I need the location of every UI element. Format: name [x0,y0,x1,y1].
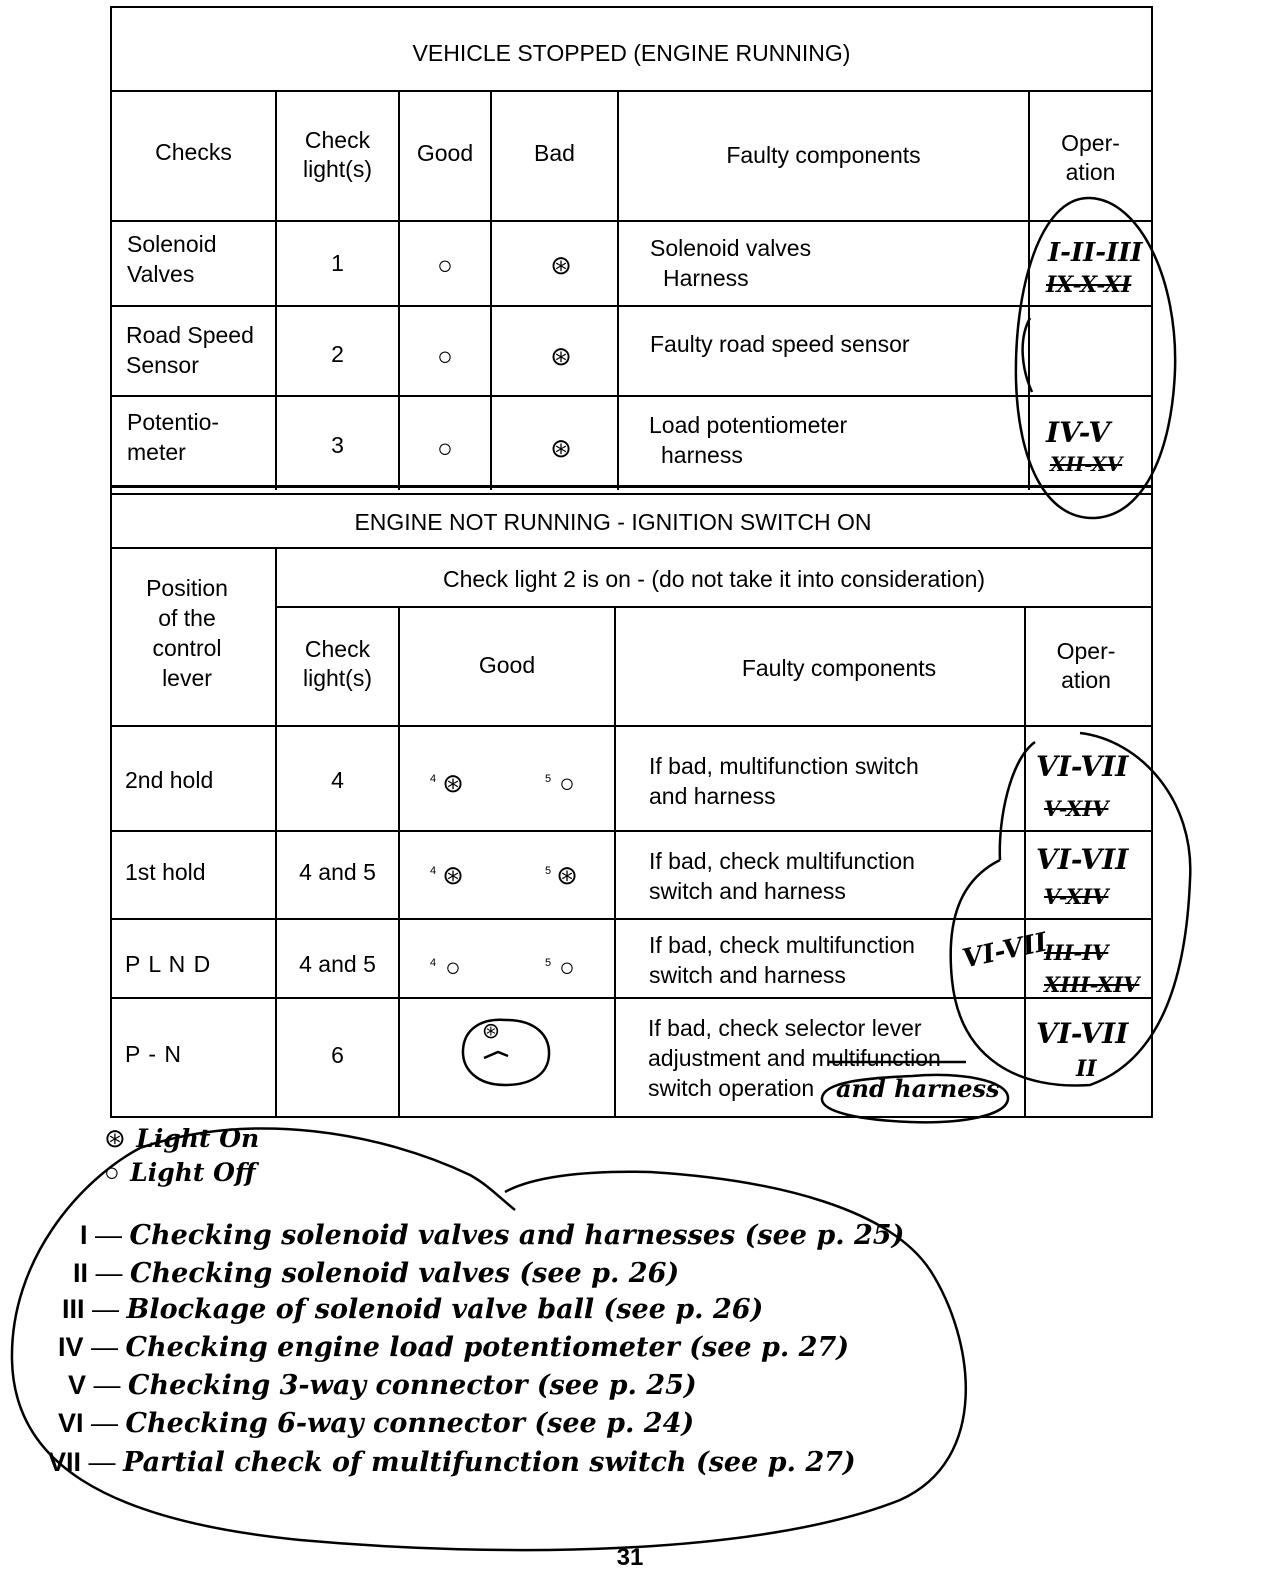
header-operation-2: ation [1061,667,1111,693]
row-operation-line-1: IV-V [1046,416,1111,449]
row-operation-line-1: I-II-III [1048,238,1143,268]
row-check-line-1: Solenoid [127,231,217,257]
row-faulty-line-2: switch and harness [649,878,846,904]
row-position: P - N [125,1041,182,1067]
legend-light-off-label: Light Off [130,1158,256,1187]
row-check-line-1: Potentio- [127,409,220,435]
header-operation-1: Oper- [1061,130,1120,156]
legend-numeral: V [68,1370,87,1400]
position-header-3: control [152,635,222,661]
legend-light-on-label: Light On [136,1124,260,1153]
row-position: P L N D [125,951,212,977]
row-operation-line-1: VI-VII [1036,1017,1129,1050]
row-check-line-2: Sensor [126,352,199,378]
row-faulty-line-2: Harness [663,265,749,291]
row-check-light: 1 [331,250,344,276]
legend-text: Checking solenoid valves (see p. 26) [130,1258,680,1289]
light-on-icon: ⊛ [550,341,572,371]
row-faulty-line-1: If bad, check multifunction [649,848,915,874]
header-check-lights-1: Check [304,127,371,153]
header-bad: Bad [534,140,575,166]
legend-text: Checking solenoid valves and harnesses (see p. 25) [129,1220,905,1251]
legend-text: Partial check of multifunction switch (see p. 27) [123,1447,856,1478]
row-faulty-line-2: adjustment and multifunction [648,1045,941,1071]
header-good: Good [478,652,536,678]
header-check-lights-1: Check [304,636,371,662]
annotation-stroke [1000,742,1035,860]
row-operation-line-1: III-IV [1044,940,1109,965]
legend-text: Checking 3-way connector (see p. 25) [128,1370,697,1401]
light-number: 4 [430,957,437,969]
bottom-title: ENGINE NOT RUNNING - IGNITION SWITCH ON [354,509,872,535]
annotation-stroke [484,1052,508,1058]
legend-numeral: VI [58,1408,84,1438]
header-check-lights-2: light(s) [302,156,372,182]
annotation-stroke [1023,318,1032,392]
row-check-light: 2 [331,341,344,367]
light-off-icon: ○ [559,952,575,982]
row-faulty-line-2: switch and harness [649,962,846,988]
row-check-light: 3 [331,432,344,458]
light-number: 4 [430,865,437,877]
legend-light-off [104,1157,256,1188]
legend-numeral: VII [48,1447,82,1477]
row-check-line-2: Valves [127,261,195,287]
position-header-2: of the [158,605,216,631]
light-off-icon: ○ [437,250,453,280]
row-operation-line-1: VI-VII [1036,750,1129,783]
row-faulty-line-1: If bad, check selector lever [648,1015,922,1041]
bottom-subtitle: Check light 2 is on - (do not take it into consideration) [442,566,986,592]
row-operation-line-1: VI-VII [1036,843,1129,876]
position-header-4: lever [162,665,212,691]
row-check-light: 4 and 5 [299,951,376,977]
header-faulty: Faulty components [726,142,921,168]
row-position: 2nd hold [125,767,214,793]
top-title: VEHICLE STOPPED (ENGINE RUNNING) [412,40,851,66]
legend-item: III — Blockage of solenoid valve ball (see p. 26) [62,1294,764,1325]
header-operation-1: Oper- [1056,638,1116,664]
legend-item: I — Checking solenoid valves and harnesses (see p. 25) [80,1220,905,1251]
row-operation-line-2: XIII-XIV [1044,972,1140,997]
row-faulty-line-3: switch operation [648,1075,815,1101]
row-faulty-line-1: Load potentiometer [649,412,848,438]
row-check-line-1: Road Speed [126,322,254,348]
header-check-lights-2: light(s) [302,665,372,691]
light-number: 5 [545,957,552,969]
page-number: 31 [616,1544,644,1571]
light-on-icon: ⊛ [556,860,578,890]
row-faulty-handwritten: and harness [836,1074,1000,1103]
light-on-icon: ⊛ [104,1123,126,1153]
row-operation-line-2: V-XIV [1044,884,1109,909]
row-operation-extra: VI-VII [959,927,1050,975]
header-faulty: Faulty components [741,655,937,681]
light-off-icon: ○ [559,768,575,798]
legend-text: Checking engine load potentiometer (see p. 27) [125,1332,850,1363]
light-off-icon: ○ [437,433,453,463]
legend-text: Checking 6-way connector (see p. 24) [125,1408,695,1439]
row-faulty-line-1: Solenoid valves [650,235,812,261]
row-operation-line-2: IX-X-XI [1046,272,1132,298]
row-operation-line-2: II [1076,1056,1097,1082]
row-faulty-line-1: Faulty road speed sensor [650,331,910,357]
row-check-light: 6 [331,1042,344,1068]
position-header-1: Position [146,575,228,601]
annotation-circle [463,1020,549,1085]
legend-numeral: IV [58,1332,84,1362]
light-on-icon: ⊛ [442,860,464,890]
legend-numeral: II [73,1258,89,1288]
light-off-icon: ○ [445,952,461,982]
row-check-line-2: meter [127,439,186,465]
light-on-icon: ⊛ [442,768,464,798]
row-faulty-line-1: If bad, check multifunction [649,932,915,958]
legend-item: IV — Checking engine load potentiometer (see p. 27) [58,1332,850,1363]
row-operation-line-2: XII-XV [1050,452,1123,476]
row-check-light: 4 and 5 [299,859,376,885]
legend-numeral: I [80,1220,88,1250]
annotation-oval [951,733,1191,1086]
header-good: Good [416,140,474,166]
legend-item: VII — Partial check of multifunction switch (see p. 27) [48,1447,856,1478]
light-on-icon: ⊛ [550,250,572,280]
light-off-icon: ○ [104,1157,120,1187]
header-checks: Checks [155,139,232,165]
annotation-oval [1016,198,1175,518]
legend-numeral: III [62,1294,85,1324]
legend-item: V — Checking 3-way connector (see p. 25) [68,1370,697,1401]
light-number: 5 [545,773,552,785]
legend-text: Blockage of solenoid valve ball (see p. 26) [126,1294,764,1325]
light-on-icon: ⊛ [550,433,572,463]
light-number: 4 [430,773,437,785]
legend-light-on [104,1123,259,1154]
light-number: 5 [545,865,552,877]
annotation-oval [822,1075,1008,1122]
header-operation-2: ation [1065,159,1116,185]
row-check-light: 4 [331,767,344,793]
light-on-icon: ⊛ [481,1018,501,1043]
row-faulty-line-2: harness [661,442,743,468]
row-operation-line-2: V-XIV [1044,796,1109,821]
legend-item: II — Checking solenoid valves (see p. 26) [73,1258,680,1289]
row-faulty-line-2: and harness [649,783,776,809]
light-off-icon: ○ [437,341,453,371]
row-position: 1st hold [125,859,206,885]
legend-item: VI — Checking 6-way connector (see p. 24) [58,1408,695,1439]
row-faulty-line-1: If bad, multifunction switch [649,753,919,779]
